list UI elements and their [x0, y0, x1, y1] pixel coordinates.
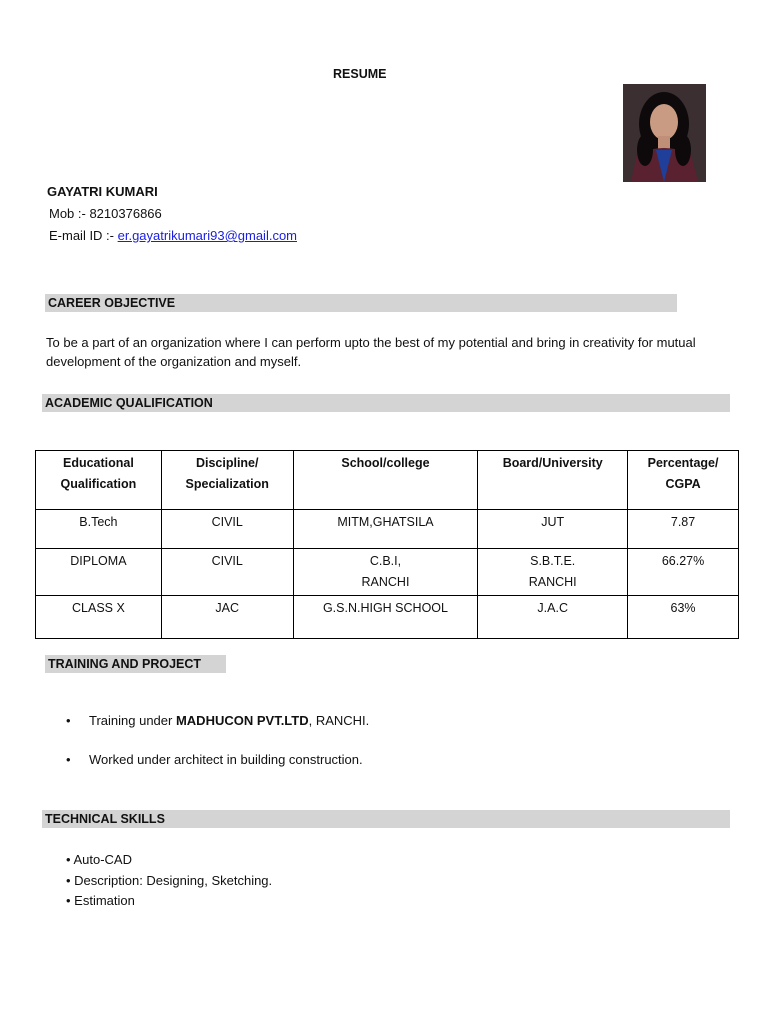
training-list — [66, 711, 369, 789]
table-row — [36, 596, 739, 639]
email-line — [49, 228, 297, 243]
table-cell: CLASS X — [36, 596, 162, 639]
table-cell: MITM,GHATSILA — [293, 510, 478, 549]
list-item: • Worked under architect in building construction. — [66, 750, 369, 769]
candidate-name: GAYATRI KUMARI — [47, 184, 158, 199]
list-item: • Estimation — [66, 893, 135, 908]
table-header-cell: Percentage/ CGPA — [628, 451, 739, 510]
email-link[interactable]: er.gayatrikumari93@gmail.com — [117, 228, 297, 243]
table-cell: 63% — [628, 596, 739, 639]
profile-photo — [623, 84, 706, 182]
table-cell: C.B.I, RANCHI — [293, 549, 478, 596]
table-header-cell: School/college — [293, 451, 478, 510]
section-career-objective: CAREER OBJECTIVE — [45, 294, 677, 312]
section-academic-qualification: ACADEMIC QUALIFICATION — [42, 394, 730, 412]
table-header-cell: Discipline/ Specialization — [161, 451, 293, 510]
table-cell: 66.27% — [628, 549, 739, 596]
table-cell: J.A.C — [478, 596, 628, 639]
section-technical-skills: TECHNICAL SKILLS — [42, 810, 730, 828]
table-cell: JAC — [161, 596, 293, 639]
table-row — [36, 510, 739, 549]
skills-list — [66, 850, 272, 912]
table-cell: G.S.N.HIGH SCHOOL — [293, 596, 478, 639]
table-cell: S.B.T.E. RANCHI — [478, 549, 628, 596]
qualification-table — [35, 450, 739, 639]
table-cell: JUT — [478, 510, 628, 549]
table-cell: CIVIL — [161, 510, 293, 549]
list-item: • Auto-CAD — [66, 852, 132, 867]
email-label: E-mail ID :- — [49, 228, 118, 243]
resume-title: RESUME — [333, 67, 387, 81]
career-objective-text: To be a part of an organization where I can perform upto the best of my potential and bring in creativity for mutual development of the organization and myself. — [46, 335, 696, 369]
table-cell: 7.87 — [628, 510, 739, 549]
table-cell: B.Tech — [36, 510, 162, 549]
list-item: • Training under MADHUCON PVT.LTD, RANCHI. — [66, 711, 369, 730]
table-header-row — [36, 451, 739, 510]
table-header-cell: Board/University — [478, 451, 628, 510]
table-cell: CIVIL — [161, 549, 293, 596]
list-item: • Description: Designing, Sketching. — [66, 872, 273, 888]
table-cell: DIPLOMA — [36, 549, 162, 596]
mobile-number: Mob :- 8210376866 — [49, 206, 162, 221]
table-row — [36, 549, 739, 596]
section-training-and-project: TRAINING AND PROJECT — [45, 655, 226, 673]
table-header-cell: Educational Qualification — [36, 451, 162, 510]
